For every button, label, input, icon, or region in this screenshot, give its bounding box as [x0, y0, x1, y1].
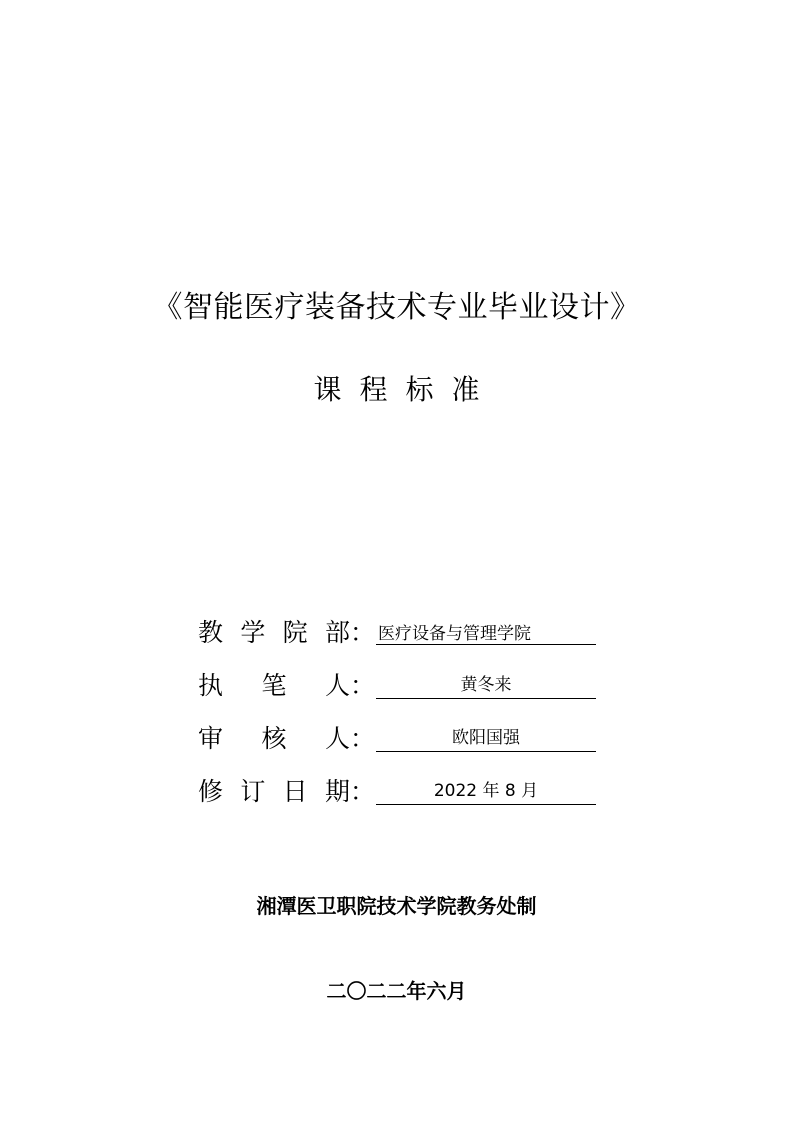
info-block	[198, 604, 598, 816]
field-row-revision-date	[198, 763, 598, 816]
field-row-reviewer	[198, 710, 598, 763]
issue-date: 二〇二二年六月	[326, 979, 467, 1003]
field-colon: ：	[350, 617, 376, 647]
field-row-department	[198, 604, 598, 657]
field-label: 执 笔 人	[198, 670, 350, 700]
issuer-text: 湘潭医卫职院技术学院教务处制	[256, 894, 537, 918]
field-colon: ：	[350, 723, 376, 753]
field-value-department: 医疗设备与管理学院	[376, 623, 596, 645]
field-colon: ：	[350, 776, 376, 806]
field-label: 修 订 日 期	[198, 776, 350, 806]
document-subtitle: 课程标准	[313, 373, 498, 406]
field-row-author	[198, 657, 598, 710]
field-value-revision-date: 2022 年 8 月	[376, 780, 596, 805]
field-label: 教 学 院 部	[198, 617, 350, 647]
field-value-author: 黄冬来	[376, 674, 596, 699]
field-label: 审 核 人	[198, 723, 350, 753]
field-colon: ：	[350, 670, 376, 700]
field-value-reviewer: 欧阳国强	[376, 727, 596, 752]
document-title: 《智能医疗装备技术专业毕业设计》	[152, 290, 641, 325]
